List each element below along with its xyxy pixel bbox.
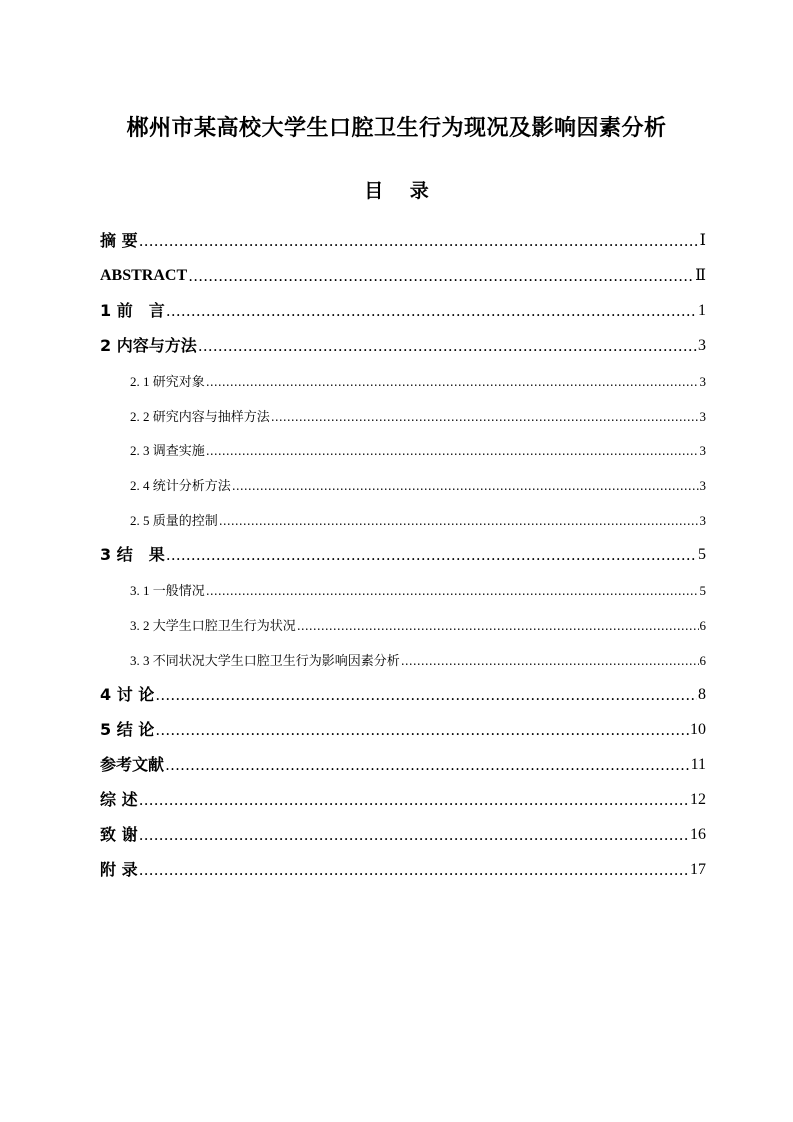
toc-leader-dots	[188, 265, 694, 287]
toc-entry-label: 4 讨 论	[100, 685, 155, 704]
toc-leader-dots	[271, 407, 699, 427]
toc-entry-abstract-en[interactable]	[100, 261, 706, 287]
toc-leader-dots	[232, 476, 699, 496]
toc-heading: 目 录	[364, 180, 439, 202]
toc-entry-label: 2. 2 研究内容与抽样方法	[130, 409, 270, 424]
toc-entry-label: 3. 2 大学生口腔卫生行为状况	[130, 618, 296, 633]
toc-entry-page: 17	[690, 861, 706, 878]
toc-leader-dots	[155, 719, 689, 741]
toc-entry-page: 5	[698, 546, 706, 563]
toc-entry-page: 16	[690, 826, 706, 843]
toc-entry-appendix[interactable]	[100, 855, 706, 881]
toc-entry-2-5[interactable]	[100, 505, 706, 531]
toc-entry-label: 综 述	[100, 790, 138, 809]
toc-entry-page: 6	[699, 653, 706, 668]
toc-entry-3-3[interactable]	[100, 645, 706, 671]
toc-entry-page: Ⅱ	[695, 267, 706, 284]
toc-entry-page: 3	[699, 374, 706, 389]
toc-leader-dots	[206, 581, 699, 601]
toc-entry-label: 附 录	[100, 860, 138, 879]
toc-leader-dots	[155, 684, 697, 706]
toc-entry-label: 3. 1 一般情况	[130, 583, 205, 598]
toc-entry-label: 1 前 言	[100, 301, 165, 320]
toc-entry-acknowledgements[interactable]	[100, 820, 706, 846]
toc-leader-dots	[165, 754, 690, 776]
toc-entry-page: Ⅰ	[699, 232, 706, 249]
toc-leader-dots	[166, 300, 697, 322]
toc-entry-page: 8	[698, 686, 706, 703]
toc-entry-label: 2. 5 质量的控制	[130, 513, 218, 528]
toc-entry-label: 2. 3 调查实施	[130, 443, 205, 458]
toc-entry-page: 12	[690, 791, 706, 808]
toc-entry-preface[interactable]	[100, 296, 706, 322]
toc-entry-abstract-cn[interactable]	[100, 226, 706, 252]
toc-leader-dots	[139, 789, 689, 811]
toc-entry-methods[interactable]	[100, 331, 706, 357]
toc-entry-label: 2. 4 统计分析方法	[130, 478, 231, 493]
document-title: 郴州市某高校大学生口腔卫生行为现况及影响因素分析	[126, 116, 667, 141]
toc-entry-results[interactable]	[100, 540, 706, 566]
toc-leader-dots	[166, 544, 697, 566]
toc-entry-page: 3	[698, 337, 706, 354]
toc-entry-conclusion[interactable]	[100, 715, 706, 741]
toc-entry-label: 2. 1 研究对象	[130, 374, 205, 389]
toc-entry-page: 1	[698, 302, 706, 319]
toc-entry-label: 3 结 果	[100, 545, 165, 564]
toc-leader-dots	[198, 335, 697, 357]
toc-entry-references[interactable]	[100, 750, 706, 776]
toc-entry-label: 2 内容与方法	[100, 336, 197, 355]
toc-leader-dots	[206, 372, 699, 392]
toc-leader-dots	[139, 859, 689, 881]
toc-entry-2-3[interactable]	[100, 435, 706, 461]
toc-leader-dots	[219, 511, 699, 531]
toc-entry-2-1[interactable]	[100, 366, 706, 392]
toc-entry-page: 3	[699, 443, 706, 458]
toc-leader-dots	[297, 616, 699, 636]
toc-entry-page: 3	[699, 409, 706, 424]
toc-entry-label: 摘 要	[100, 231, 138, 250]
toc-leader-dots	[139, 824, 689, 846]
toc-entry-label: 5 结 论	[100, 720, 155, 739]
toc-leader-dots	[139, 230, 699, 252]
toc-entry-discussion[interactable]	[100, 680, 706, 706]
toc-leader-dots	[206, 441, 699, 461]
toc-entry-label: 致 谢	[100, 825, 138, 844]
toc-entry-2-4[interactable]	[100, 470, 706, 496]
toc-entry-page: 3	[699, 513, 706, 528]
toc-entry-review[interactable]	[100, 785, 706, 811]
toc-entry-page: 3	[699, 478, 706, 493]
toc-entry-label: 参考文献	[100, 755, 165, 774]
toc-entry-label: 3. 3 不同状况大学生口腔卫生行为影响因素分析	[130, 653, 400, 668]
toc-entry-page: 11	[690, 756, 706, 773]
toc-entry-2-2[interactable]	[100, 401, 706, 427]
toc-entry-label: ABSTRACT	[100, 267, 188, 284]
toc-leader-dots	[401, 651, 699, 671]
toc-entry-page: 10	[690, 721, 706, 738]
toc-entry-3-2[interactable]	[100, 610, 706, 636]
toc-entry-3-1[interactable]	[100, 575, 706, 601]
toc-entry-page: 6	[699, 618, 706, 633]
toc-entry-page: 5	[699, 583, 706, 598]
